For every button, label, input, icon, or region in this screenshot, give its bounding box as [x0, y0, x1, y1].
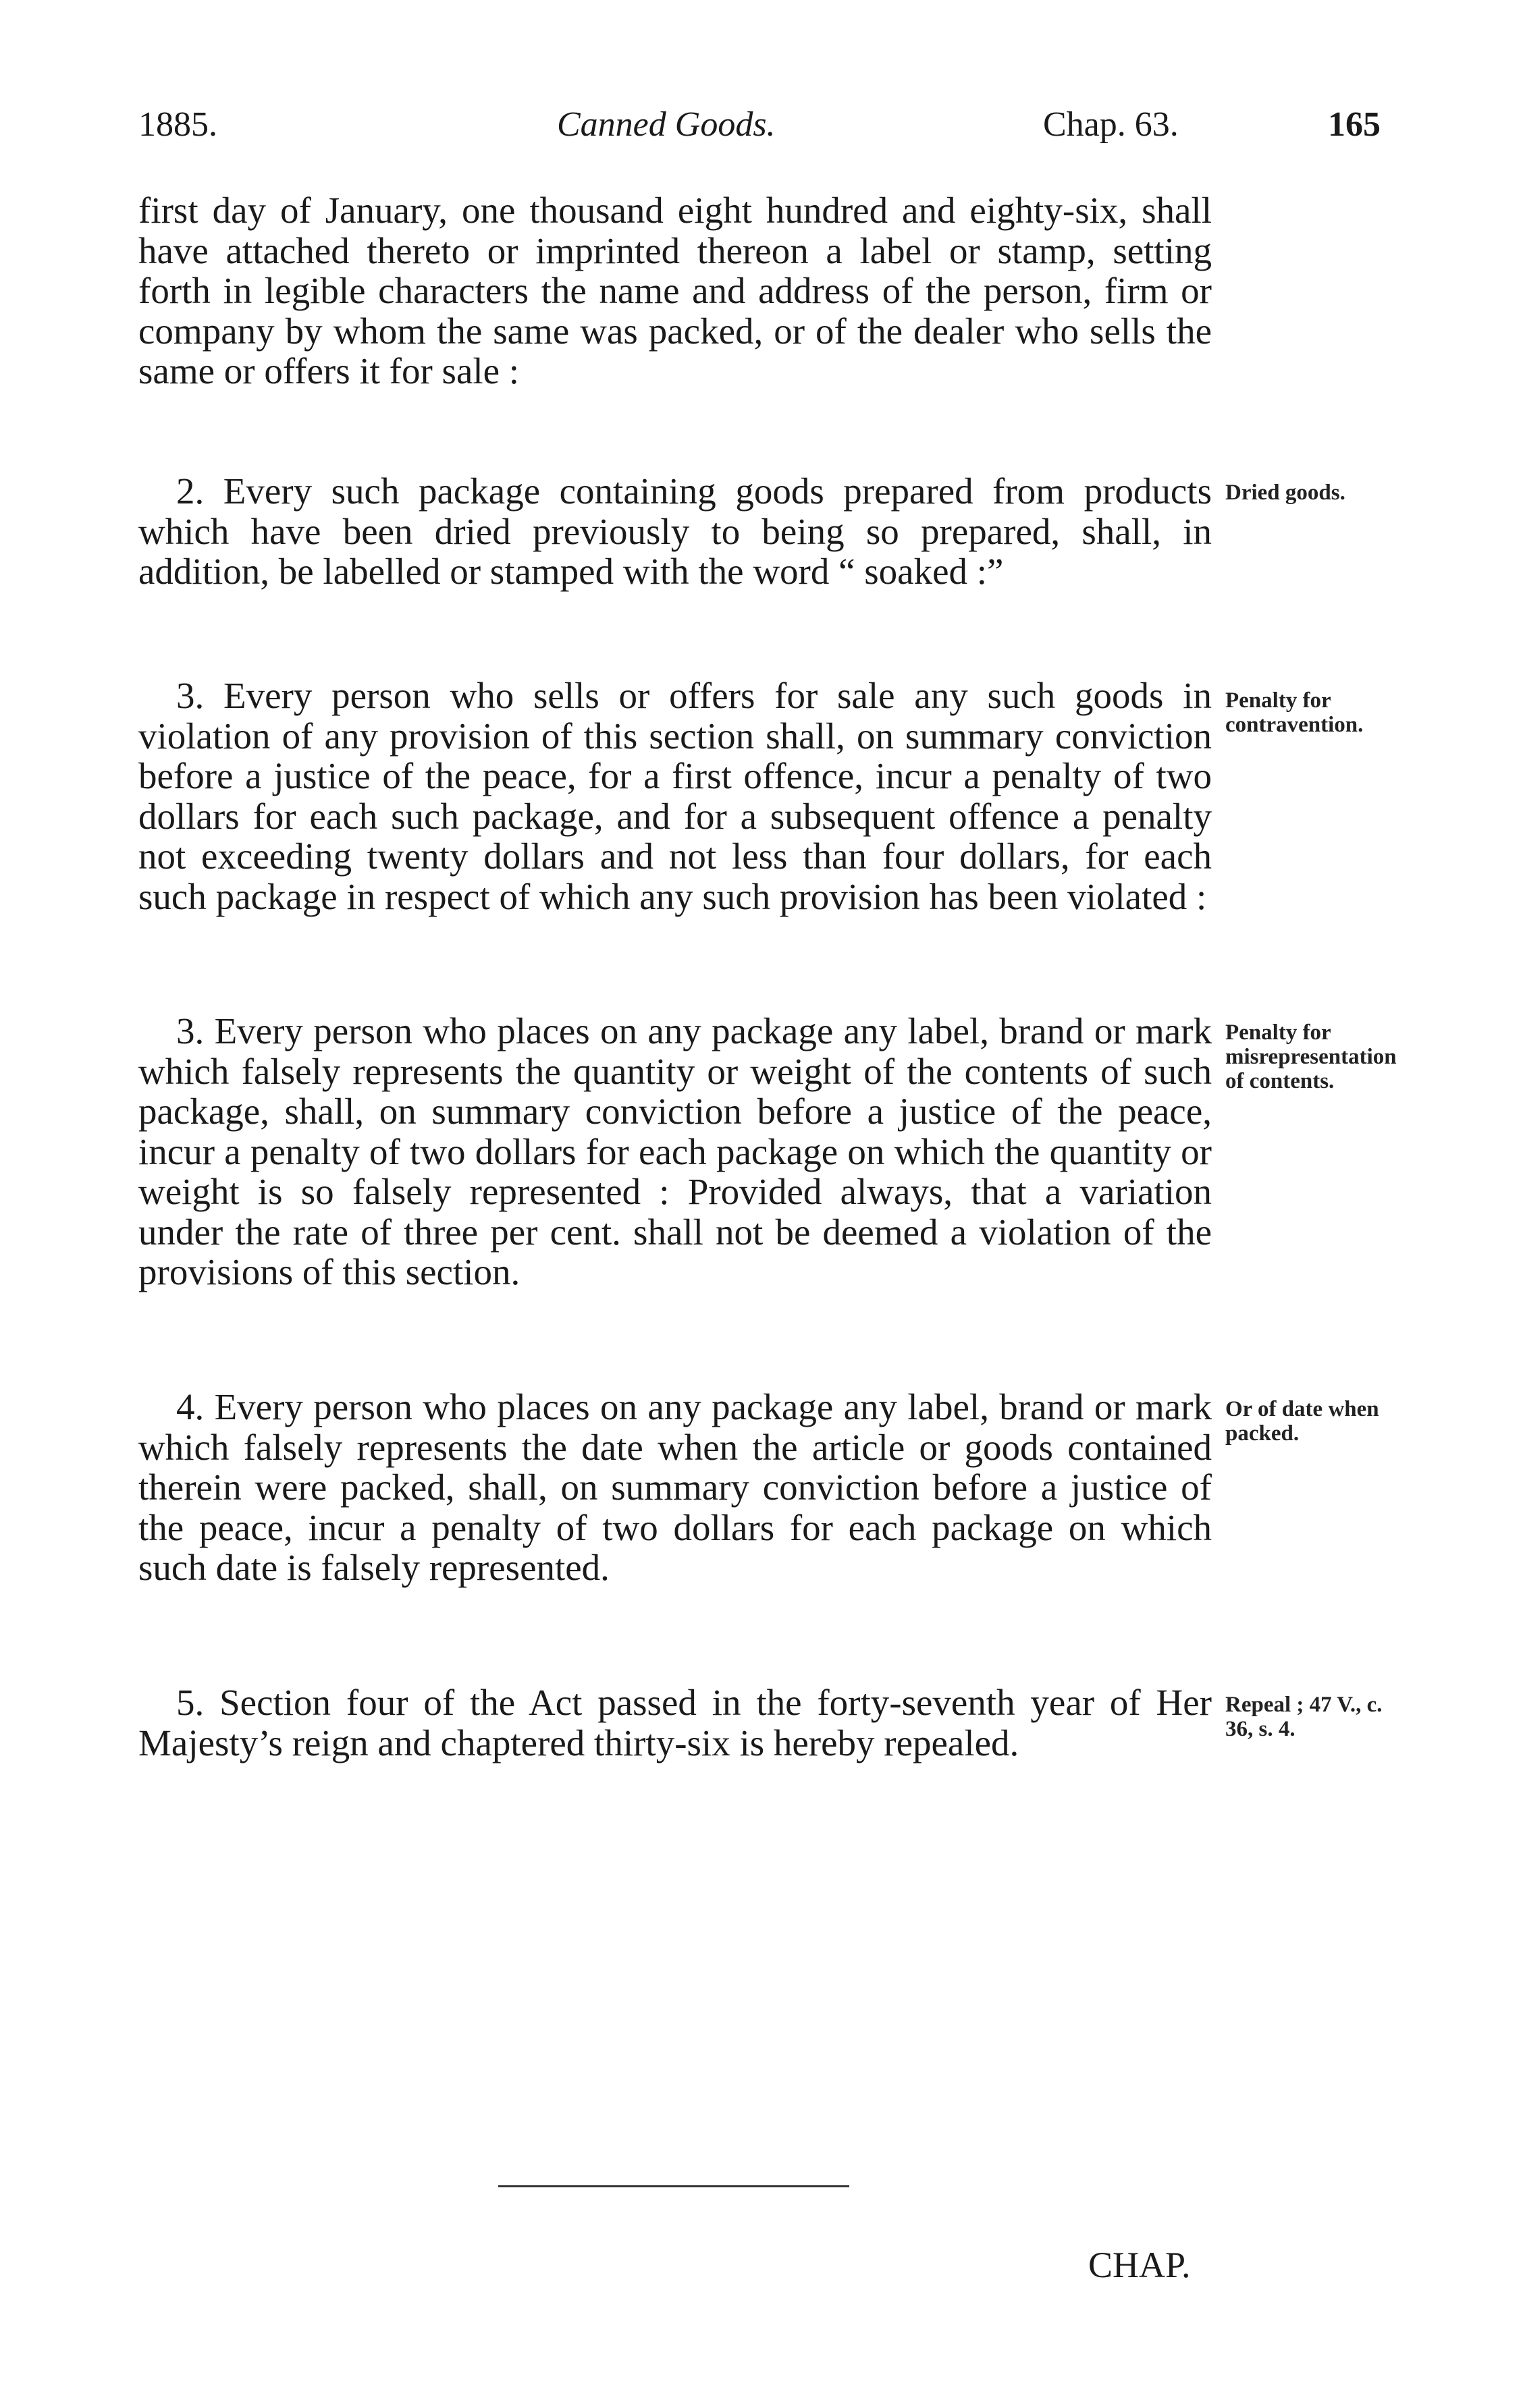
side-note-date-packed: Or of date when packed.: [1225, 1397, 1379, 1446]
paragraph-subsection-2: 2. Every such package containing goods prepared from products which have been dried previously to being so prepared, shall, in addition, be labelled or stamped with the word “ soaked :”: [138, 470, 1212, 592]
side-note-penalty-misrepresentation: Penalty for misrepresentation of contents.: [1225, 1020, 1397, 1093]
page-number: 165: [1328, 105, 1381, 144]
catchword: CHAP.: [1088, 2245, 1191, 2285]
header-title: Canned Goods.: [557, 105, 776, 144]
running-header: [138, 105, 1394, 152]
side-note-repeal: Repeal ; 47 V., c. 36, s. 4.: [1225, 1693, 1383, 1741]
paragraph-section-3: 3. Every person who places on any package any label, brand or mark which falsely represents the quantity or weight of the contents of such package, shall, on summary conviction before a justice of the peace, incur a penalty of two dollars for each package on which the quantity or weight is so falsely represented : Provided always, that a variation under the rate of three per cent. shall not be deemed a violation of the provisions of this section.: [138, 1010, 1212, 1292]
header-chapter: Chap. 63.: [1043, 105, 1179, 144]
paragraph-subsection-3: 3. Every person who sells or offers for sale any such goods in violation of any provision of this section shall, on summary conviction before a justice of the peace, for a first offence, incur a penalty of two dollars for each such package, and for a subsequent offence a penalty not exceeding twenty dollars and not less than four dollars, for each such package in respect of which any such provision has been violated :: [138, 675, 1212, 917]
side-note-dried-goods: Dried goods.: [1225, 481, 1345, 505]
header-year: 1885.: [138, 105, 217, 144]
section-divider-rule: [498, 2185, 849, 2187]
side-note-penalty-contravention: Penalty for contravention.: [1225, 688, 1364, 737]
paragraph-continuation: first day of January, one thousand eight hundred and eighty-six, shall have attached thereto or imprinted thereon a label or stamp, setting forth in legible characters the name and address of the person, firm or company by whom the same was packed, or of the dealer who sells the same or offers it for sale :: [138, 190, 1212, 391]
paragraph-section-5: 5. Section four of the Act passed in the forty-seventh year of Her Majesty’s reign and chaptered thirty-six is hereby repealed.: [138, 1682, 1212, 1763]
paragraph-section-4: 4. Every person who places on any package any label, brand or mark which falsely represents the date when the article or goods contained therein were packed, shall, on summary conviction before a justice of the peace, incur a penalty of two dollars for each package on which such date is falsely represented.: [138, 1386, 1212, 1588]
